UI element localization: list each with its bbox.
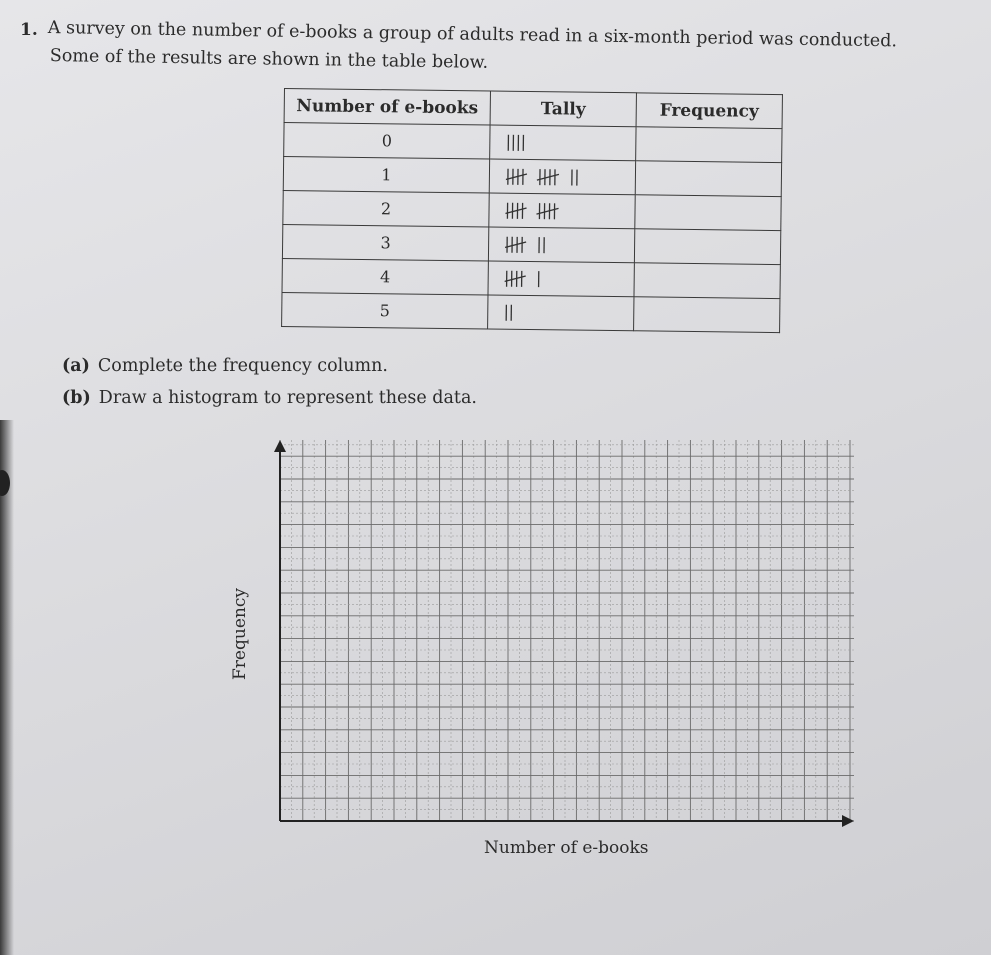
- part-a-text: Complete the frequency column.: [97, 356, 388, 376]
- histogram-grid[interactable]: [262, 436, 862, 832]
- cell-frequency[interactable]: [636, 127, 782, 163]
- cell-frequency[interactable]: [635, 195, 781, 231]
- cell-number-of-ebooks: 5: [282, 292, 488, 329]
- question-text-line1: A survey on the number of e-books a group of adults read in a six-month period was conducted.: [47, 18, 898, 52]
- cell-tally: [490, 125, 636, 161]
- graph-paper[interactable]: [262, 436, 862, 832]
- part-a-label: (a): [62, 356, 90, 376]
- cell-frequency[interactable]: [635, 161, 781, 197]
- tally-stroke: [505, 275, 526, 281]
- table-row: [282, 292, 780, 332]
- cell-frequency[interactable]: [634, 263, 780, 299]
- question-number: 1.: [20, 20, 38, 40]
- x-axis-arrow-icon: [842, 815, 854, 827]
- header-number-of-ebooks: Number of e-books: [284, 89, 490, 126]
- cell-number-of-ebooks: 4: [282, 258, 488, 295]
- tally-stroke: [506, 173, 527, 179]
- cell-frequency[interactable]: [634, 229, 780, 265]
- y-axis-arrow-icon: [274, 440, 286, 452]
- tally-stroke: [505, 207, 526, 213]
- part-b-label: (b): [62, 388, 91, 408]
- tally-marks: [505, 233, 625, 256]
- tally-marks: [504, 301, 624, 324]
- tally-stroke: [505, 241, 526, 247]
- header-frequency: Frequency: [636, 93, 782, 129]
- cell-tally: [488, 295, 634, 331]
- tally-marks: [505, 199, 625, 222]
- cell-number-of-ebooks: 1: [283, 157, 489, 194]
- part-b-text: Draw a histogram to represent these data.: [98, 388, 477, 408]
- part-a: [62, 356, 388, 376]
- cell-tally: [489, 193, 635, 229]
- x-axis-label: Number of e-books: [484, 838, 649, 858]
- cell-number-of-ebooks: 2: [283, 190, 489, 227]
- cell-number-of-ebooks: 0: [284, 123, 490, 160]
- cell-tally: [489, 159, 635, 195]
- y-axis-label: Frequency: [230, 588, 250, 680]
- tally-marks: [505, 267, 625, 290]
- cell-frequency[interactable]: [634, 297, 780, 333]
- page-edge-shadow: [0, 420, 14, 955]
- cell-tally: [488, 261, 634, 297]
- tally-marks: [506, 165, 626, 188]
- tally-table: [281, 88, 783, 333]
- cell-number-of-ebooks: 3: [282, 224, 488, 261]
- header-tally: Tally: [490, 91, 636, 127]
- tally-marks: [506, 131, 626, 154]
- cell-tally: [488, 227, 634, 263]
- part-b: [62, 388, 477, 408]
- question-text-line2: Some of the results are shown in the table below.: [49, 46, 489, 73]
